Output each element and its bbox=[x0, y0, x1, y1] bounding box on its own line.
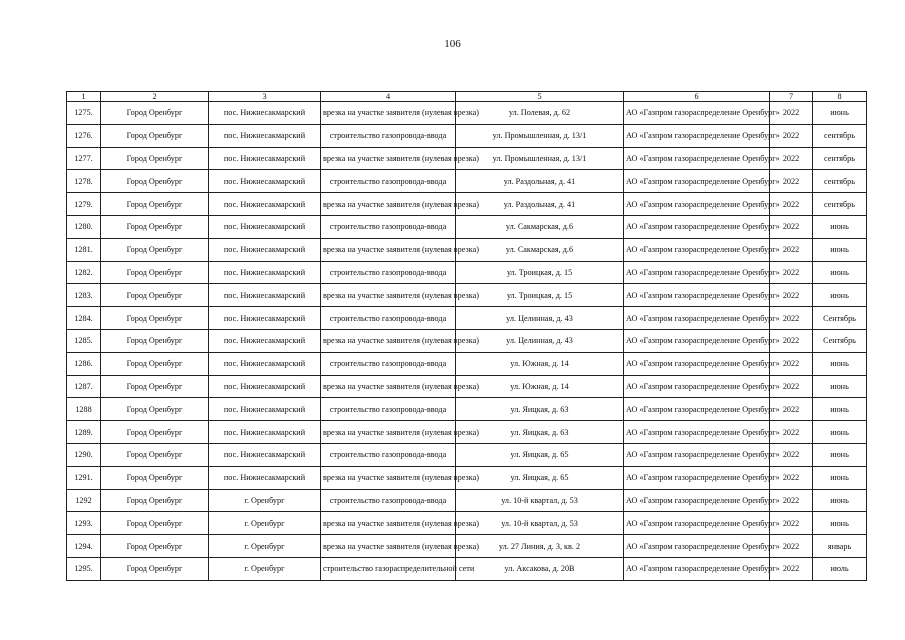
table-row bbox=[67, 375, 867, 398]
year-cell: 2022 bbox=[770, 215, 813, 238]
year-cell: 2022 bbox=[770, 147, 813, 170]
year-cell: 2022 bbox=[770, 307, 813, 330]
month-cell: июнь bbox=[813, 261, 867, 284]
address-cell: ул. Яицкая, д. 63 bbox=[456, 398, 624, 421]
table-row bbox=[67, 307, 867, 330]
address-cell: ул. Раздольная, д. 41 bbox=[456, 193, 624, 216]
year-cell: 2022 bbox=[770, 170, 813, 193]
organization-cell: АО «Газпром газораспределение Оренбург» bbox=[624, 557, 770, 580]
work-type-cell: строительство газопровода-ввода bbox=[321, 124, 456, 147]
year-cell: 2022 bbox=[770, 352, 813, 375]
address-cell: ул. Южная, д. 14 bbox=[456, 375, 624, 398]
year-cell: 2022 bbox=[770, 557, 813, 580]
row-number-cell: 1287. bbox=[67, 375, 101, 398]
table-row bbox=[67, 557, 867, 580]
municipality-cell: Город Оренбург bbox=[101, 329, 209, 352]
page-number: 106 bbox=[444, 38, 461, 50]
municipality-cell: Город Оренбург bbox=[101, 535, 209, 558]
address-cell: ул. Целинная, д. 43 bbox=[456, 329, 624, 352]
work-type-cell: врезка на участке заявителя (нулевая врезка) bbox=[321, 238, 456, 261]
settlement-cell: пос. Нижнесакмарский bbox=[209, 102, 321, 125]
organization-cell: АО «Газпром газораспределение Оренбург» bbox=[624, 352, 770, 375]
work-type-cell: строительство газопровода-ввода bbox=[321, 398, 456, 421]
municipality-cell: Город Оренбург bbox=[101, 421, 209, 444]
table-row bbox=[67, 443, 867, 466]
table-row bbox=[67, 147, 867, 170]
municipality-cell: Город Оренбург bbox=[101, 261, 209, 284]
organization-cell: АО «Газпром газораспределение Оренбург» bbox=[624, 421, 770, 444]
row-number-cell: 1280. bbox=[67, 215, 101, 238]
year-cell: 2022 bbox=[770, 398, 813, 421]
month-cell: сентябрь bbox=[813, 170, 867, 193]
month-cell: июнь bbox=[813, 489, 867, 512]
month-cell: июнь bbox=[813, 443, 867, 466]
municipality-cell: Город Оренбург bbox=[101, 466, 209, 489]
column-header: 2 bbox=[101, 92, 209, 102]
work-type-cell: строительство газораспределительной сети bbox=[321, 557, 456, 580]
month-cell: июнь bbox=[813, 215, 867, 238]
settlement-cell: пос. Нижнесакмарский bbox=[209, 284, 321, 307]
municipality-cell: Город Оренбург bbox=[101, 102, 209, 125]
municipality-cell: Город Оренбург bbox=[101, 443, 209, 466]
work-type-cell: врезка на участке заявителя (нулевая врезка) bbox=[321, 512, 456, 535]
settlement-cell: пос. Нижнесакмарский bbox=[209, 124, 321, 147]
column-header: 5 bbox=[456, 92, 624, 102]
organization-cell: АО «Газпром газораспределение Оренбург» bbox=[624, 443, 770, 466]
address-cell: ул. Яицкая, д. 65 bbox=[456, 466, 624, 489]
address-cell: ул. Раздольная, д. 41 bbox=[456, 170, 624, 193]
month-cell: июнь bbox=[813, 512, 867, 535]
month-cell: январь bbox=[813, 535, 867, 558]
settlement-cell: пос. Нижнесакмарский bbox=[209, 352, 321, 375]
table-row bbox=[67, 398, 867, 421]
work-type-cell: строительство газопровода-ввода bbox=[321, 215, 456, 238]
row-number-cell: 1283. bbox=[67, 284, 101, 307]
row-number-cell: 1292 bbox=[67, 489, 101, 512]
row-number-cell: 1288 bbox=[67, 398, 101, 421]
year-cell: 2022 bbox=[770, 329, 813, 352]
work-type-cell: врезка на участке заявителя (нулевая врезка) bbox=[321, 102, 456, 125]
work-type-cell: врезка на участке заявителя (нулевая врезка) bbox=[321, 375, 456, 398]
settlement-cell: пос. Нижнесакмарский bbox=[209, 307, 321, 330]
settlement-cell: пос. Нижнесакмарский bbox=[209, 329, 321, 352]
settlement-cell: г. Оренбург bbox=[209, 512, 321, 535]
address-cell: ул. Аксакова, д. 20В bbox=[456, 557, 624, 580]
table-row bbox=[67, 261, 867, 284]
row-number-cell: 1276. bbox=[67, 124, 101, 147]
month-cell: июнь bbox=[813, 421, 867, 444]
address-cell: ул. Южная, д. 14 bbox=[456, 352, 624, 375]
year-cell: 2022 bbox=[770, 443, 813, 466]
year-cell: 2022 bbox=[770, 375, 813, 398]
municipality-cell: Город Оренбург bbox=[101, 489, 209, 512]
table-row bbox=[67, 193, 867, 216]
settlement-cell: г. Оренбург bbox=[209, 535, 321, 558]
settlement-cell: пос. Нижнесакмарский bbox=[209, 443, 321, 466]
row-number-cell: 1286. bbox=[67, 352, 101, 375]
organization-cell: АО «Газпром газораспределение Оренбург» bbox=[624, 284, 770, 307]
table-row bbox=[67, 170, 867, 193]
table-row bbox=[67, 466, 867, 489]
organization-cell: АО «Газпром газораспределение Оренбург» bbox=[624, 535, 770, 558]
month-cell: июнь bbox=[813, 466, 867, 489]
address-cell: ул. Троицкая, д. 15 bbox=[456, 261, 624, 284]
year-cell: 2022 bbox=[770, 261, 813, 284]
year-cell: 2022 bbox=[770, 535, 813, 558]
year-cell: 2022 bbox=[770, 238, 813, 261]
organization-cell: АО «Газпром газораспределение Оренбург» bbox=[624, 124, 770, 147]
month-cell: Сентябрь bbox=[813, 307, 867, 330]
municipality-cell: Город Оренбург bbox=[101, 238, 209, 261]
row-number-cell: 1279. bbox=[67, 193, 101, 216]
row-number-cell: 1277. bbox=[67, 147, 101, 170]
table-row bbox=[67, 124, 867, 147]
settlement-cell: пос. Нижнесакмарский bbox=[209, 375, 321, 398]
gasification-table bbox=[66, 91, 867, 581]
work-type-cell: строительство газопровода-ввода bbox=[321, 352, 456, 375]
settlement-cell: г. Оренбург bbox=[209, 489, 321, 512]
year-cell: 2022 bbox=[770, 124, 813, 147]
municipality-cell: Город Оренбург bbox=[101, 398, 209, 421]
settlement-cell: пос. Нижнесакмарский bbox=[209, 193, 321, 216]
month-cell: сентябрь bbox=[813, 147, 867, 170]
settlement-cell: пос. Нижнесакмарский bbox=[209, 421, 321, 444]
municipality-cell: Город Оренбург bbox=[101, 170, 209, 193]
work-type-cell: строительство газопровода-ввода bbox=[321, 261, 456, 284]
organization-cell: АО «Газпром газораспределение Оренбург» bbox=[624, 238, 770, 261]
address-cell: ул. Яицкая, д. 65 bbox=[456, 443, 624, 466]
address-cell: ул. Промышленная, д. 13/1 bbox=[456, 124, 624, 147]
settlement-cell: пос. Нижнесакмарский bbox=[209, 215, 321, 238]
organization-cell: АО «Газпром газораспределение Оренбург» bbox=[624, 398, 770, 421]
column-header: 8 bbox=[813, 92, 867, 102]
address-cell: ул. Яицкая, д. 63 bbox=[456, 421, 624, 444]
column-header: 4 bbox=[321, 92, 456, 102]
work-type-cell: врезка на участке заявителя (нулевая врезка) bbox=[321, 535, 456, 558]
address-cell: ул. Троицкая, д. 15 bbox=[456, 284, 624, 307]
month-cell: сентябрь bbox=[813, 124, 867, 147]
year-cell: 2022 bbox=[770, 284, 813, 307]
address-cell: ул. 27 Линия, д. 3, кв. 2 bbox=[456, 535, 624, 558]
address-cell: ул. Полевая, д. 62 bbox=[456, 102, 624, 125]
row-number-cell: 1285. bbox=[67, 329, 101, 352]
municipality-cell: Город Оренбург bbox=[101, 307, 209, 330]
municipality-cell: Город Оренбург bbox=[101, 215, 209, 238]
municipality-cell: Город Оренбург bbox=[101, 193, 209, 216]
month-cell: Сентябрь bbox=[813, 329, 867, 352]
municipality-cell: Город Оренбург bbox=[101, 284, 209, 307]
row-number-cell: 1282. bbox=[67, 261, 101, 284]
work-type-cell: врезка на участке заявителя (нулевая врезка) bbox=[321, 193, 456, 216]
row-number-cell: 1275. bbox=[67, 102, 101, 125]
year-cell: 2022 bbox=[770, 102, 813, 125]
table-row bbox=[67, 512, 867, 535]
organization-cell: АО «Газпром газораспределение Оренбург» bbox=[624, 170, 770, 193]
header-row bbox=[67, 92, 867, 102]
year-cell: 2022 bbox=[770, 489, 813, 512]
municipality-cell: Город Оренбург bbox=[101, 352, 209, 375]
work-type-cell: врезка на участке заявителя (нулевая врезка) bbox=[321, 421, 456, 444]
settlement-cell: пос. Нижнесакмарский bbox=[209, 170, 321, 193]
month-cell: июнь bbox=[813, 352, 867, 375]
settlement-cell: г. Оренбург bbox=[209, 557, 321, 580]
settlement-cell: пос. Нижнесакмарский bbox=[209, 398, 321, 421]
organization-cell: АО «Газпром газораспределение Оренбург» bbox=[624, 512, 770, 535]
year-cell: 2022 bbox=[770, 466, 813, 489]
table-row bbox=[67, 215, 867, 238]
settlement-cell: пос. Нижнесакмарский bbox=[209, 466, 321, 489]
municipality-cell: Город Оренбург bbox=[101, 124, 209, 147]
year-cell: 2022 bbox=[770, 512, 813, 535]
month-cell: июнь bbox=[813, 375, 867, 398]
row-number-cell: 1290. bbox=[67, 443, 101, 466]
address-cell: ул. Целинная, д. 43 bbox=[456, 307, 624, 330]
organization-cell: АО «Газпром газораспределение Оренбург» bbox=[624, 215, 770, 238]
table-row bbox=[67, 284, 867, 307]
year-cell: 2022 bbox=[770, 421, 813, 444]
month-cell: сентябрь bbox=[813, 193, 867, 216]
month-cell: июнь bbox=[813, 284, 867, 307]
column-header: 1 bbox=[67, 92, 101, 102]
row-number-cell: 1281. bbox=[67, 238, 101, 261]
settlement-cell: пос. Нижнесакмарский bbox=[209, 261, 321, 284]
address-cell: ул. 10-й квартал, д. 53 bbox=[456, 512, 624, 535]
row-number-cell: 1293. bbox=[67, 512, 101, 535]
municipality-cell: Город Оренбург bbox=[101, 557, 209, 580]
municipality-cell: Город Оренбург bbox=[101, 375, 209, 398]
row-number-cell: 1289. bbox=[67, 421, 101, 444]
work-type-cell: строительство газопровода-ввода bbox=[321, 170, 456, 193]
organization-cell: АО «Газпром газораспределение Оренбург» bbox=[624, 489, 770, 512]
year-cell: 2022 bbox=[770, 193, 813, 216]
work-type-cell: строительство газопровода-ввода bbox=[321, 307, 456, 330]
organization-cell: АО «Газпром газораспределение Оренбург» bbox=[624, 307, 770, 330]
work-type-cell: строительство газопровода-ввода bbox=[321, 443, 456, 466]
organization-cell: АО «Газпром газораспределение Оренбург» bbox=[624, 329, 770, 352]
table-row bbox=[67, 535, 867, 558]
work-type-cell: врезка на участке заявителя (нулевая врезка) bbox=[321, 284, 456, 307]
table-row bbox=[67, 352, 867, 375]
organization-cell: АО «Газпром газораспределение Оренбург» bbox=[624, 261, 770, 284]
row-number-cell: 1291. bbox=[67, 466, 101, 489]
column-header: 7 bbox=[770, 92, 813, 102]
month-cell: июнь bbox=[813, 238, 867, 261]
work-type-cell: врезка на участке заявителя (нулевая врезка) bbox=[321, 147, 456, 170]
table-body bbox=[67, 102, 867, 581]
address-cell: ул. Сакмарская, д.6 bbox=[456, 215, 624, 238]
municipality-cell: Город Оренбург bbox=[101, 147, 209, 170]
address-cell: ул. 10-й квартал, д. 53 bbox=[456, 489, 624, 512]
organization-cell: АО «Газпром газораспределение Оренбург» bbox=[624, 102, 770, 125]
column-header: 6 bbox=[624, 92, 770, 102]
organization-cell: АО «Газпром газораспределение Оренбург» bbox=[624, 375, 770, 398]
organization-cell: АО «Газпром газораспределение Оренбург» bbox=[624, 466, 770, 489]
settlement-cell: пос. Нижнесакмарский bbox=[209, 238, 321, 261]
table-row bbox=[67, 102, 867, 125]
row-number-cell: 1278. bbox=[67, 170, 101, 193]
settlement-cell: пос. Нижнесакмарский bbox=[209, 147, 321, 170]
column-header: 3 bbox=[209, 92, 321, 102]
table-row bbox=[67, 329, 867, 352]
address-cell: ул. Сакмарская, д.6 bbox=[456, 238, 624, 261]
organization-cell: АО «Газпром газораспределение Оренбург» bbox=[624, 147, 770, 170]
work-type-cell: врезка на участке заявителя (нулевая врезка) bbox=[321, 329, 456, 352]
month-cell: июнь bbox=[813, 398, 867, 421]
month-cell: июль bbox=[813, 557, 867, 580]
organization-cell: АО «Газпром газораспределение Оренбург» bbox=[624, 193, 770, 216]
address-cell: ул. Промышленная, д. 13/1 bbox=[456, 147, 624, 170]
table-row bbox=[67, 421, 867, 444]
table-row bbox=[67, 489, 867, 512]
table-row bbox=[67, 238, 867, 261]
municipality-cell: Город Оренбург bbox=[101, 512, 209, 535]
row-number-cell: 1284. bbox=[67, 307, 101, 330]
month-cell: июнь bbox=[813, 102, 867, 125]
work-type-cell: строительство газопровода-ввода bbox=[321, 489, 456, 512]
row-number-cell: 1294. bbox=[67, 535, 101, 558]
row-number-cell: 1295. bbox=[67, 557, 101, 580]
work-type-cell: врезка на участке заявителя (нулевая врезка) bbox=[321, 466, 456, 489]
